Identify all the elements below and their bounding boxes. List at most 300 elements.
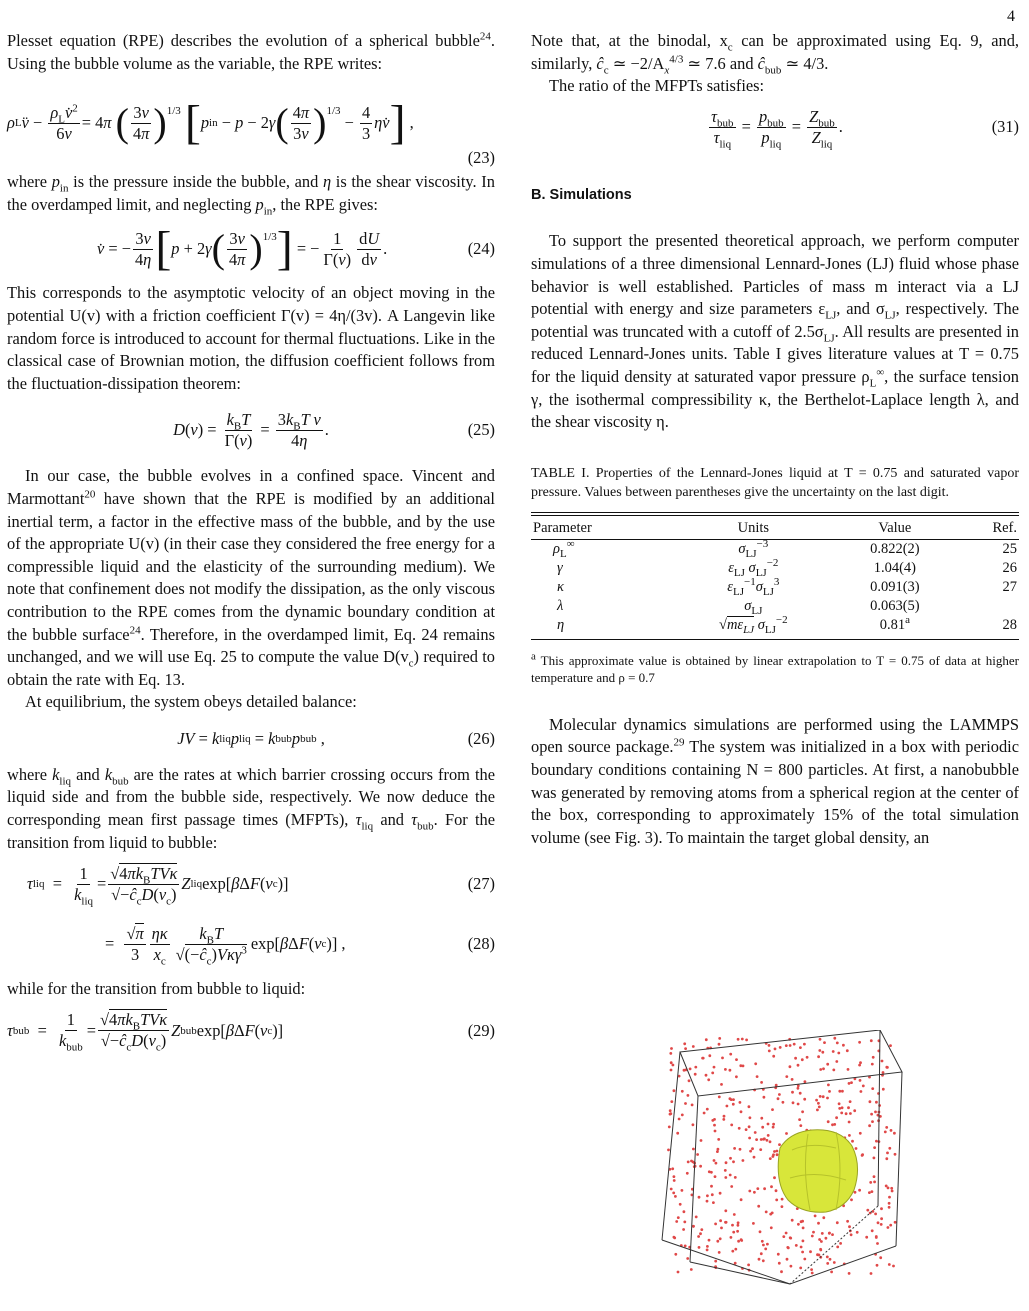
particle xyxy=(714,1175,717,1178)
particle xyxy=(675,1220,678,1223)
particle xyxy=(833,1037,836,1040)
particle xyxy=(885,1185,888,1188)
particle xyxy=(767,1123,770,1126)
particle xyxy=(815,1099,818,1102)
table-row: η $√m\varepsilon_{LJ}$ $\sigma_{LJ}^{-2}$ 0.81$^a$ 28 xyxy=(531,616,1019,640)
particle xyxy=(740,1110,743,1113)
particle xyxy=(817,1102,820,1105)
particle xyxy=(772,1155,775,1158)
particle xyxy=(799,1124,802,1127)
particle xyxy=(778,1143,781,1146)
particle xyxy=(862,1085,865,1088)
particle xyxy=(888,1263,891,1266)
particle xyxy=(682,1228,685,1231)
particle xyxy=(822,1216,825,1219)
particle xyxy=(833,1261,836,1264)
particle xyxy=(801,1220,804,1223)
particle xyxy=(773,1176,776,1179)
particle xyxy=(873,1157,876,1160)
particle xyxy=(754,1062,757,1065)
particle xyxy=(829,1258,832,1261)
particle xyxy=(719,1219,722,1222)
particle xyxy=(684,1047,687,1050)
equation-28: = $\frac{√\pi}{3}$ $\frac{\eta\kappa}{x_c}$ $\frac{k_BT}{√(-ĉ_c)V\kappa\gamma^3}$ exp[ β Δ F ( v c )] , (28) xyxy=(105,923,495,968)
particle xyxy=(687,1094,690,1097)
particle xyxy=(718,1037,721,1040)
particle xyxy=(873,1175,876,1178)
particle xyxy=(748,1105,751,1108)
particle xyxy=(681,1114,684,1117)
particle xyxy=(893,1132,896,1135)
particle xyxy=(673,1237,676,1240)
paragraph-simulation-intro: To support the presented theoretical approach, we perform computer simulations of a three dimensional Lennard-Jones (LJ) fluid whose phase behavior is well established. Particles of mass m interact via a LJ potential with energy and size parameters $\varepsilon_{LJ}$, and $\sigma_{LJ}$, respectively. The potential was truncated with a cutoff of $2.5\sigma_{LJ}$. All results are presented in reduced Lennard-Jones units. Table I gives literature values at T = 0.75 for the liquid density at saturated vapor pressure $\rho_L^\infty$, the surface tension γ, the isothermal compressibility κ, the Berthelot-Laplace length λ, and the shear viscosity η. xyxy=(531,231,1020,432)
particle xyxy=(842,1044,845,1047)
particle xyxy=(848,1272,851,1275)
particle xyxy=(768,1050,771,1053)
particle xyxy=(871,1063,874,1066)
particle xyxy=(846,1220,849,1223)
particle xyxy=(872,1056,875,1059)
table-header: Ref. xyxy=(955,515,1019,539)
particle xyxy=(740,1238,743,1241)
particle xyxy=(858,1041,861,1044)
particle xyxy=(828,1090,831,1093)
particle xyxy=(726,1105,729,1108)
particle xyxy=(770,1185,773,1188)
particle xyxy=(737,1240,740,1243)
particle xyxy=(706,1245,709,1248)
particle xyxy=(738,1127,741,1130)
table-header: Units xyxy=(672,515,835,539)
particle xyxy=(690,1160,693,1163)
particle xyxy=(724,1068,727,1071)
particle xyxy=(781,1198,784,1201)
particle xyxy=(776,1153,779,1156)
particle xyxy=(754,1131,757,1134)
particle xyxy=(777,1253,780,1256)
particle xyxy=(885,1066,888,1069)
particle xyxy=(683,1221,686,1224)
particle xyxy=(720,1227,723,1230)
particle xyxy=(767,1134,770,1137)
particle xyxy=(870,1113,873,1116)
particle xyxy=(690,1268,693,1271)
particle xyxy=(802,1227,805,1230)
particle xyxy=(698,1246,701,1249)
particle xyxy=(745,1128,748,1131)
particle xyxy=(811,1235,814,1238)
particle xyxy=(853,1109,856,1112)
particle xyxy=(874,1213,877,1216)
particle xyxy=(724,1176,727,1179)
particle xyxy=(692,1045,695,1048)
particle xyxy=(780,1270,783,1273)
particle xyxy=(669,1112,672,1115)
particle xyxy=(757,1205,760,1208)
particle xyxy=(745,1039,748,1042)
particle xyxy=(730,1124,733,1127)
particle xyxy=(753,1191,756,1194)
particle xyxy=(764,1248,767,1251)
particle xyxy=(822,1067,825,1070)
particle xyxy=(810,1268,813,1271)
particle xyxy=(729,1174,732,1177)
particle xyxy=(734,1248,737,1251)
particle xyxy=(870,1039,873,1042)
particle xyxy=(836,1042,839,1045)
table-footnote: $^a$ This approximate value is obtained by linear extrapolation to T = 0.75 of data at higher temperature and ρ = 0.7 xyxy=(531,650,1019,685)
particle xyxy=(773,1150,776,1153)
particle xyxy=(880,1217,883,1220)
particle xyxy=(756,1075,759,1078)
particle xyxy=(782,1235,785,1238)
particle xyxy=(798,1118,801,1121)
equation-24: v̇ = − $\frac{3v}{4\eta}$ [ p + 2 γ ( $\frac{3v}{4\pi}$ ) $^{1/3}$ ] = − $\frac{1}{\Gamma(v)}$ $\frac{dU}{dv}$ . (24) xyxy=(97,222,495,276)
particle xyxy=(670,1069,673,1072)
particle xyxy=(714,1130,717,1133)
particle xyxy=(692,1148,695,1151)
particle xyxy=(880,1207,883,1210)
paragraph-bubble-to-liquid: while for the transition from bubble to liquid: xyxy=(7,979,306,999)
particle xyxy=(799,1267,802,1270)
page-number: 4 xyxy=(1007,8,1015,25)
particle xyxy=(871,1229,874,1232)
particle xyxy=(881,1060,884,1063)
particle xyxy=(749,1150,752,1153)
particle xyxy=(777,1097,780,1100)
particle xyxy=(848,1082,851,1085)
particle xyxy=(797,1087,800,1090)
particle xyxy=(698,1196,701,1199)
particle xyxy=(888,1206,891,1209)
particle xyxy=(732,1103,735,1106)
particle xyxy=(683,1210,686,1213)
particle xyxy=(785,1075,788,1078)
particle xyxy=(778,1093,781,1096)
particle xyxy=(797,1064,800,1067)
particle xyxy=(889,1224,892,1227)
particle xyxy=(761,1126,764,1129)
particle xyxy=(739,1148,742,1151)
particle xyxy=(794,1057,797,1060)
particle xyxy=(748,1125,751,1128)
particle xyxy=(711,1072,714,1075)
particle xyxy=(859,1132,862,1135)
particle xyxy=(812,1231,815,1234)
particle xyxy=(721,1057,724,1060)
particle xyxy=(762,1244,765,1247)
particle xyxy=(781,1205,784,1208)
paragraph-ratio: The ratio of the MFPTs satisfies: xyxy=(549,76,765,96)
particle xyxy=(858,1189,861,1192)
particle xyxy=(876,1264,879,1267)
particle xyxy=(836,1221,839,1224)
particle xyxy=(845,1112,848,1115)
particle xyxy=(752,1222,755,1225)
particle xyxy=(789,1065,792,1068)
particle xyxy=(749,1116,752,1119)
particle xyxy=(778,1262,781,1265)
particle xyxy=(806,1056,809,1059)
particle xyxy=(707,1078,710,1081)
particle xyxy=(684,1245,687,1248)
particle xyxy=(860,1090,863,1093)
particle xyxy=(894,1153,897,1156)
particle xyxy=(851,1140,854,1143)
particle xyxy=(769,1213,772,1216)
particle xyxy=(825,1237,828,1240)
table-header: Parameter xyxy=(531,515,672,539)
particle xyxy=(802,1240,805,1243)
paragraph-rpe-intro: Plesset equation (RPE) describes the evolution of a spherical bubble$^{24}$. Using the bubble volume as the variable, the RPE writes: xyxy=(7,30,495,73)
particle xyxy=(729,1053,732,1056)
particle xyxy=(760,1117,763,1120)
particle xyxy=(694,1073,697,1076)
particle xyxy=(836,1246,839,1249)
particle xyxy=(686,1172,689,1175)
particle xyxy=(737,1221,740,1224)
particle xyxy=(670,1061,673,1064)
particle xyxy=(689,1068,692,1071)
particle xyxy=(826,1262,829,1265)
particle xyxy=(748,1190,751,1193)
particle xyxy=(801,1251,804,1254)
paragraph-equilibrium: At equilibrium, the system obeys detailed balance: xyxy=(25,692,357,712)
particle xyxy=(669,1109,672,1112)
particle xyxy=(708,1054,711,1057)
particle xyxy=(850,1081,853,1084)
table-row: $\rho_L^\infty$ $\sigma_{LJ}^{-3}$ 0.822(2) 25 xyxy=(553,537,1017,560)
particle xyxy=(838,1102,841,1105)
particle xyxy=(884,1131,887,1134)
table-header: Value xyxy=(835,515,955,539)
particle xyxy=(670,1100,673,1103)
particle xyxy=(775,1084,778,1087)
particle xyxy=(681,1189,684,1192)
particle xyxy=(838,1107,841,1110)
particle xyxy=(827,1120,830,1123)
properties-table xyxy=(531,515,1019,640)
particle xyxy=(765,1211,768,1214)
particle xyxy=(760,1081,763,1084)
particle xyxy=(848,1134,851,1137)
particle xyxy=(713,1124,716,1127)
particle xyxy=(769,1157,772,1160)
particle xyxy=(687,1161,690,1164)
particle xyxy=(850,1233,853,1236)
particle xyxy=(846,1049,849,1052)
particle xyxy=(886,1152,889,1155)
paragraph-binodal: Note that, at the binodal, $x_c$ can be approximated using Eq. 9, and, similarly, $ĉ_c$ ≃ $-2/A_x^{4/3}$ ≃ 7.6 and $ĉ_{bub}$ ≃ 4/3. xyxy=(531,31,1019,76)
particle xyxy=(678,1118,681,1121)
particle xyxy=(692,1123,695,1126)
particle xyxy=(715,1162,718,1165)
particle xyxy=(677,1271,680,1274)
particle xyxy=(737,1038,740,1041)
equation-23: ρ L v̈ − $\frac{\rho_Lv̇^2}{6v}$ = 4 π ( $\frac{3v}{4\pi}$ ) $^{1/3}$ [ p in − p − 2 γ ( $\frac{4\pi}{3v}$ ) $^{1/3}$ − $\frac{4}{3}$ ηv̇ ] , (23) xyxy=(7,96,495,167)
particle xyxy=(835,1116,838,1119)
particle xyxy=(671,1167,674,1170)
particle xyxy=(859,1061,862,1064)
particle xyxy=(848,1121,851,1124)
particle xyxy=(831,1123,834,1126)
particle xyxy=(699,1165,702,1168)
particle xyxy=(681,1090,684,1093)
equation-27: τ liq = $\frac{1}{k_{liq}}$ = $\frac{√4\pi k_BTV\kappa}{√-ĉ_cD(v_c)}$ Z liq exp[ β Δ F ( v c )] (27) xyxy=(27,863,495,908)
nanobubble xyxy=(778,1130,857,1212)
particle xyxy=(735,1075,738,1078)
particle xyxy=(890,1187,893,1190)
particle xyxy=(751,1147,754,1150)
particle xyxy=(792,1101,795,1104)
particle xyxy=(888,1196,891,1199)
particle xyxy=(869,1100,872,1103)
simulation-box-figure xyxy=(640,1030,950,1286)
particle xyxy=(699,1232,702,1235)
particle xyxy=(762,1259,765,1262)
particle xyxy=(774,1048,777,1051)
particle xyxy=(779,1046,782,1049)
particle xyxy=(799,1046,802,1049)
particle xyxy=(866,1209,869,1212)
particle xyxy=(811,1272,814,1275)
particle xyxy=(755,1138,758,1141)
particle xyxy=(797,1103,800,1106)
particle xyxy=(791,1091,794,1094)
particle xyxy=(723,1115,726,1118)
particle xyxy=(879,1256,882,1259)
particle xyxy=(888,1147,891,1150)
particle xyxy=(775,1189,778,1192)
particle xyxy=(711,1193,714,1196)
particle xyxy=(670,1188,673,1191)
particle xyxy=(889,1044,892,1047)
particle xyxy=(776,1150,779,1153)
particle xyxy=(877,1221,880,1224)
particle xyxy=(885,1126,888,1129)
particle xyxy=(725,1221,728,1224)
particle xyxy=(816,1109,819,1112)
particle xyxy=(849,1112,852,1115)
particle xyxy=(801,1058,804,1061)
equation-25: D ( v ) = $\frac{k_BT}{\Gamma(v)}$ = $\frac{3k_BT v}{4\eta}$ . (25) xyxy=(173,409,495,450)
particle xyxy=(763,1096,766,1099)
particle xyxy=(742,1159,745,1162)
paragraph-confined: In our case, the bubble evolves in a confined space. Vincent and Marmottant$^{20}$ have shown that the RPE is modified by an additional inertial term, a factor in the effective mass of the bubble, and by the use of the appropriate U(v) (in their case they considered the free energy for a compressible liquid and the elasticity of the surrounding medium). We note that confinement does not modify the dissipation, as the only viscous contribution to the RPE comes from the dynamic boundary condition at the bubble surface$^{24}$. Therefore, in the overdamped limit, Eq. 24 remains unchanged, and we will use Eq. 25 to compute the value $D(v_c)$ required to obtain the rate with Eq. 13. xyxy=(7,466,496,689)
particle xyxy=(716,1150,719,1153)
simulation-box-image xyxy=(640,1030,950,1286)
particle xyxy=(772,1126,775,1129)
particle xyxy=(892,1265,895,1268)
particle xyxy=(870,1272,873,1275)
particle xyxy=(718,1096,721,1099)
particle xyxy=(673,1089,676,1092)
particle xyxy=(670,1047,673,1050)
particle xyxy=(708,1239,711,1242)
particle xyxy=(818,1049,821,1052)
paragraph-where-pin: where $p_{in}$ is the pressure inside the bubble, and η is the shear viscosity. In the overdamped limit, and neglecting $p_{in}$, the RPE gives: xyxy=(7,172,495,218)
particle xyxy=(674,1195,677,1198)
particle xyxy=(818,1238,821,1241)
particle xyxy=(718,1043,721,1046)
particle xyxy=(759,1230,762,1233)
particle xyxy=(791,1219,794,1222)
particle xyxy=(739,1101,742,1104)
particle xyxy=(814,1215,817,1218)
particle xyxy=(865,1236,868,1239)
particle xyxy=(696,1153,699,1156)
particle xyxy=(756,1187,759,1190)
particle xyxy=(891,1190,894,1193)
particle xyxy=(841,1090,844,1093)
particle xyxy=(768,1044,771,1047)
particle xyxy=(826,1063,829,1066)
particle xyxy=(741,1038,744,1041)
particle xyxy=(747,1264,750,1267)
particle xyxy=(888,1202,891,1205)
paragraph-lammps: Molecular dynamics simulations are performed using the LAMMPS open source package.$^{29}$ The system was initialized in a box with periodic boundary conditions containing N = 800 particles. At first, a nanobubble was generated by removing atoms from a spherical region at the center of the box, corresponding to approximately 15% of the total simulation volume (see Fig. 3). To maintain the target global density, an xyxy=(531,714,1020,847)
particle xyxy=(868,1191,871,1194)
particle xyxy=(871,1190,874,1193)
particle xyxy=(725,1161,728,1164)
particle xyxy=(855,1147,858,1150)
particle xyxy=(890,1129,893,1132)
particle xyxy=(875,1140,878,1143)
particle xyxy=(733,1213,736,1216)
left-column xyxy=(7,30,495,1061)
particle xyxy=(669,1052,672,1055)
table-row: γ $\varepsilon_{LJ}$ $\sigma_{LJ}^{-2}$ 1.04(4) 26 xyxy=(557,556,1017,579)
particle xyxy=(703,1112,706,1115)
particle xyxy=(718,1251,721,1254)
particle xyxy=(882,1088,885,1091)
particle xyxy=(873,1181,876,1184)
particle xyxy=(789,1237,792,1240)
right-column xyxy=(531,30,1019,849)
particle xyxy=(742,1065,745,1068)
particle xyxy=(719,1192,722,1195)
particle xyxy=(785,1044,788,1047)
particle xyxy=(809,1250,812,1253)
particle xyxy=(673,1175,676,1178)
particle xyxy=(735,1058,738,1061)
particle xyxy=(828,1232,831,1235)
particle xyxy=(832,1069,835,1072)
particle xyxy=(819,1068,822,1071)
particle xyxy=(701,1057,704,1060)
particle xyxy=(826,1097,829,1100)
particle xyxy=(835,1060,838,1063)
particle xyxy=(692,1225,695,1228)
particle xyxy=(785,1232,788,1235)
particle xyxy=(803,1098,806,1101)
particle xyxy=(854,1191,857,1194)
particle xyxy=(871,1120,874,1123)
particle xyxy=(713,1118,716,1121)
particle xyxy=(819,1038,822,1041)
paragraph-langevin: This corresponds to the asymptotic velocity of an object moving in the potential U(v) with a friction coefficient Γ(v) = 4η/(3v). A Langevin like random force is introduced to account for thermal fluctuations. Like in the classical case of Brownian motion, the diffusion coefficient follows from the fluctuation-dissipation theorem: xyxy=(7,283,495,393)
particle xyxy=(710,1185,713,1188)
particle xyxy=(793,1043,796,1046)
particle xyxy=(847,1106,850,1109)
particle xyxy=(713,1159,716,1162)
particle xyxy=(720,1083,723,1086)
particle xyxy=(763,1187,766,1190)
particle xyxy=(729,1069,732,1072)
particle xyxy=(817,1055,820,1058)
particle xyxy=(782,1101,785,1104)
particle xyxy=(714,1260,717,1263)
